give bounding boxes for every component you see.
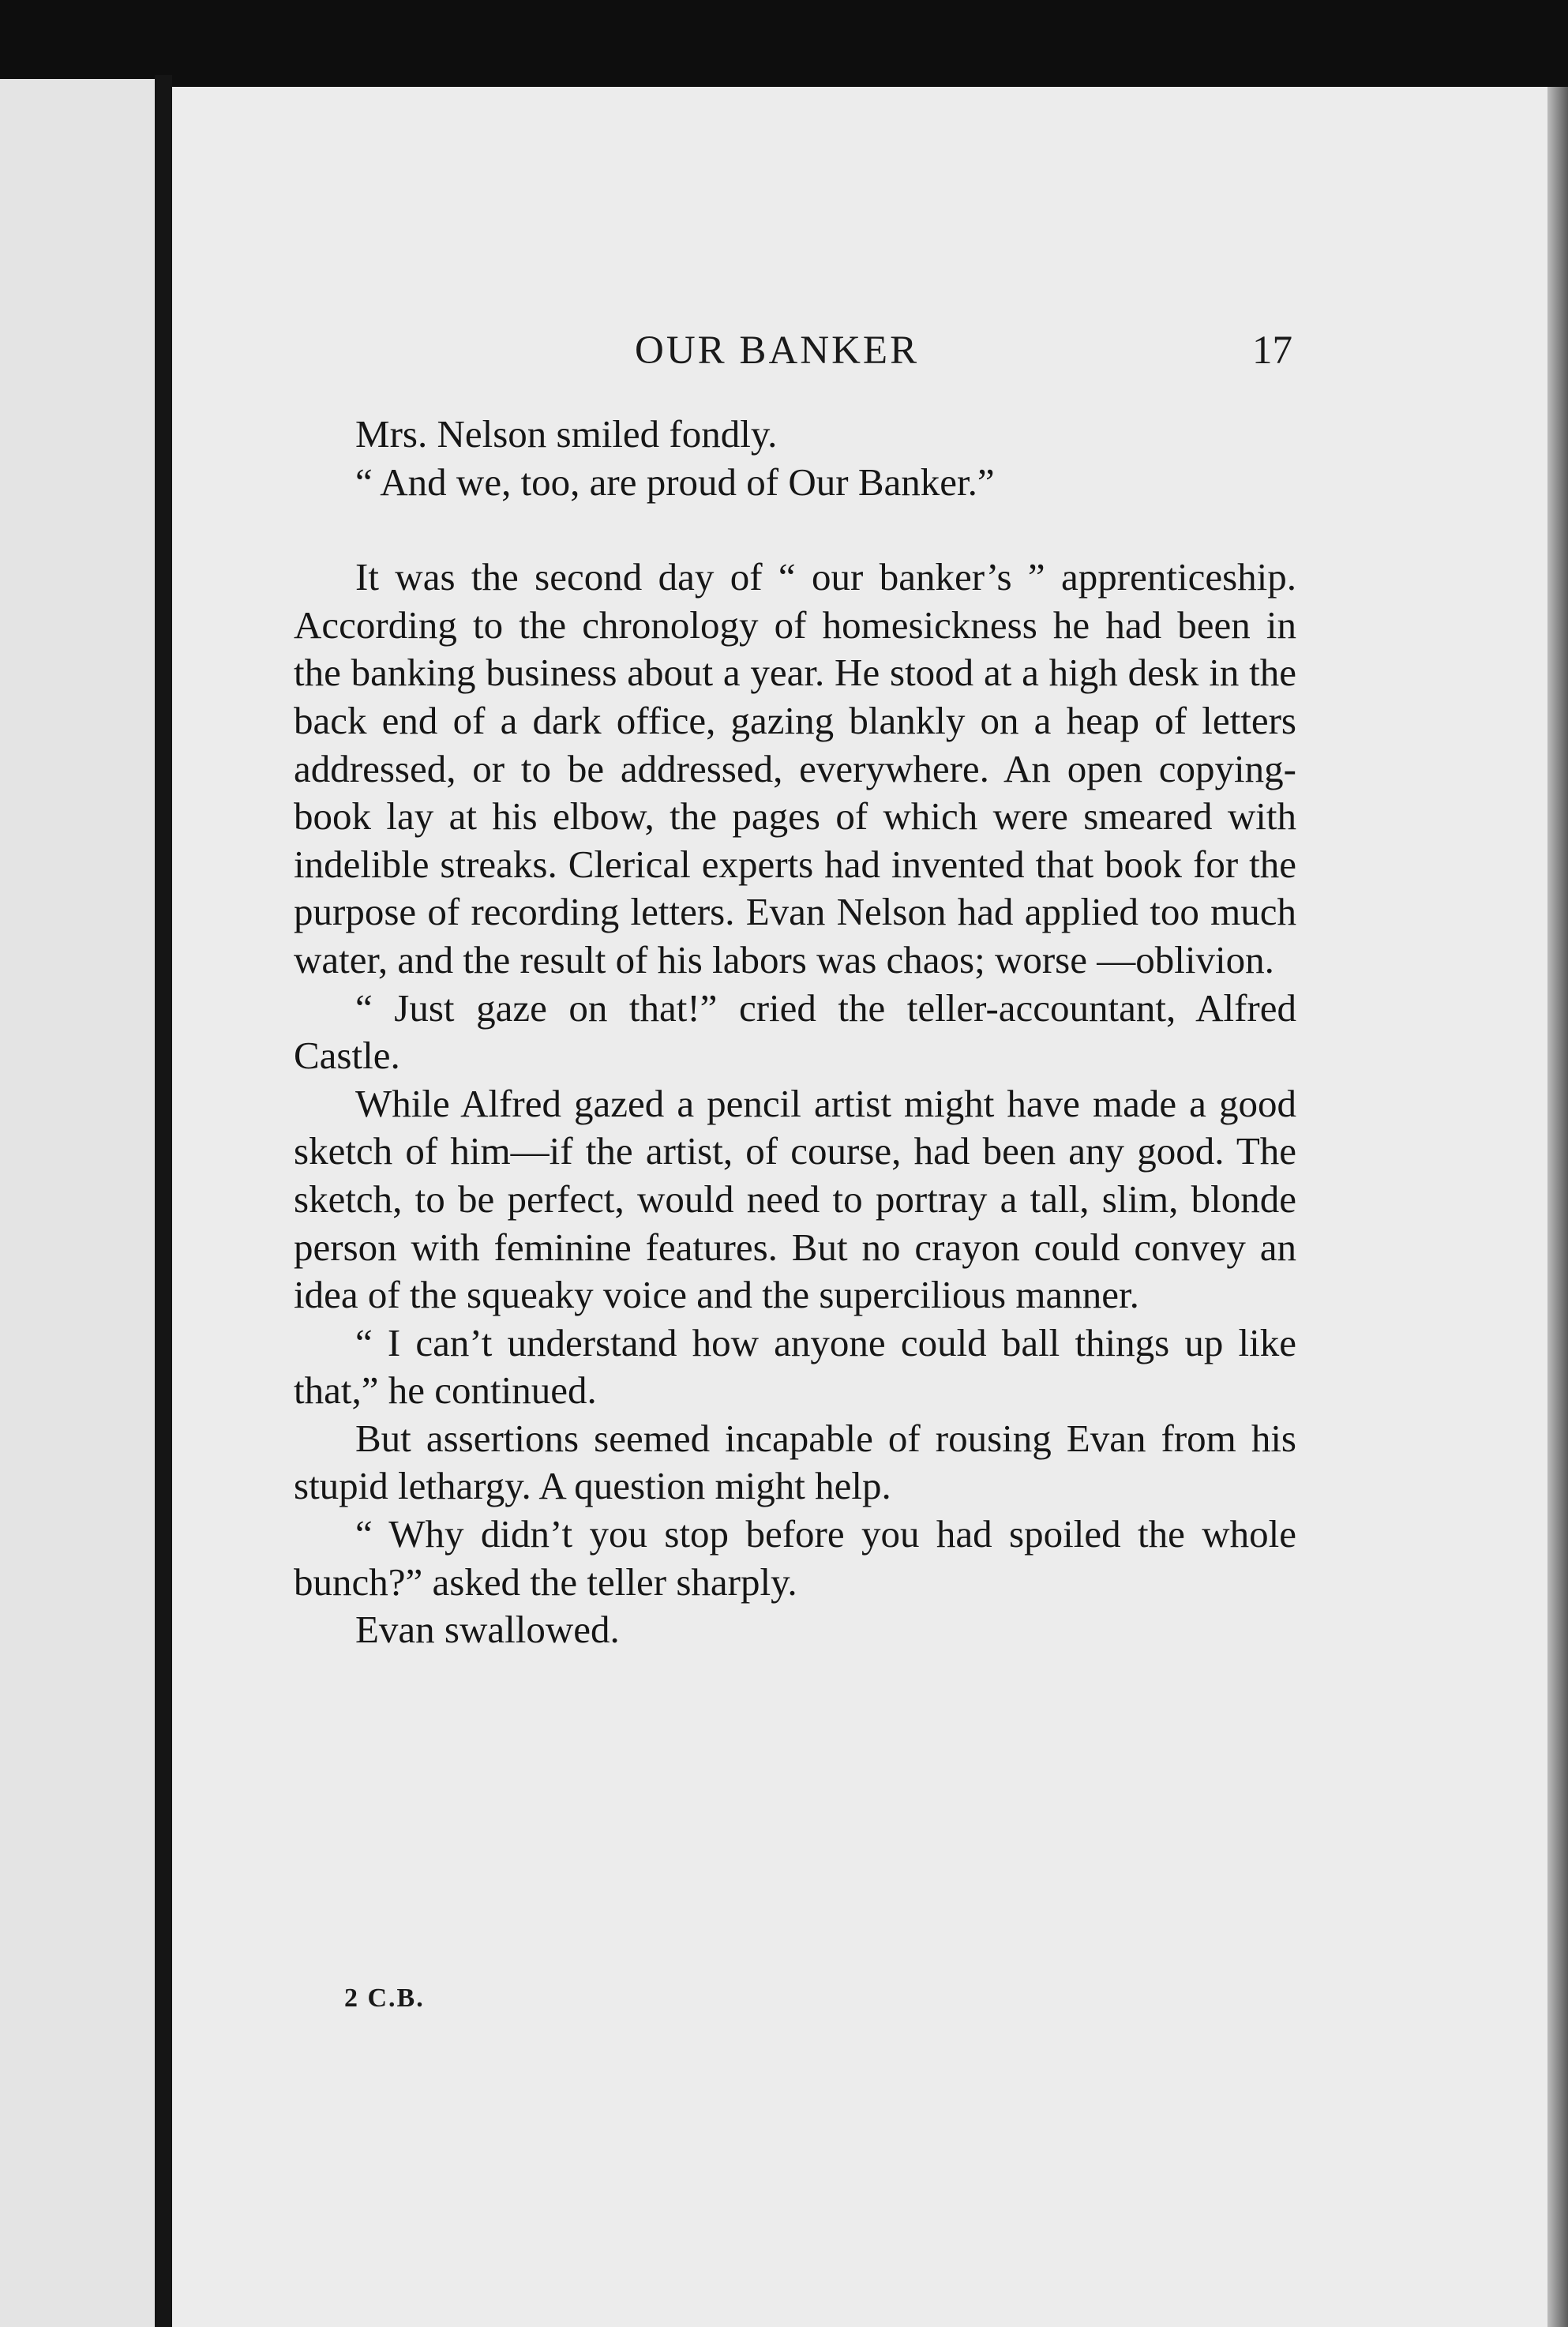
paragraph: Evan swallowed.: [355, 1608, 620, 1652]
paragraph: “ Just gaze on that!” cried the teller-accountant, Alfred Castle.: [294, 985, 1296, 1078]
signature-mark: 2 C.B.: [344, 1984, 425, 2013]
paragraph: “ Why didn’t you stop before you had spoiled the whole bunch?” asked the teller sharply.: [294, 1512, 1296, 1604]
paragraph: But assertions seemed incapable of rousing Evan from his stupid lethargy. A question might help.: [294, 1416, 1296, 1508]
paragraph: “ I can’t understand how anyone could ball things up like that,” he continued.: [294, 1320, 1296, 1413]
paragraph: “ And we, too, are proud of Our Banker.”: [355, 460, 995, 504]
body-text: [294, 411, 1296, 1654]
facing-page-edge: [0, 79, 155, 2327]
running-head: OUR BANKER: [635, 328, 920, 373]
page-number: 17: [1252, 328, 1292, 373]
paragraph: While Alfred gazed a pencil artist might have made a good sketch of him—if the artist, of course, had been any good. The sketch, to be perfect, would need to portray a tall, slim, blonde person with feminine features. But no crayon could convey an idea of the squeaky voice and the supercilious manner.: [294, 1081, 1296, 1317]
paragraph: Mrs. Nelson smiled fondly.: [355, 412, 778, 456]
page-edge-shadow: [1547, 87, 1568, 2327]
paragraph: It was the second day of “ our banker’s ” apprenticeship. According to the chronology of homesickness he had been in the banking business about a year. He stood at a high desk in the back end of a dark office, gazing blankly on a heap of letters addressed, or to be addressed, everywhere. An open copying-book lay at his elbow, the pages of which were smeared with indelible streaks. Clerical experts had invented that book for the purpose of recording letters. Evan Nelson had applied too much water, and the result of his labors was chaos; worse —oblivion.: [294, 555, 1296, 981]
book-gutter: [155, 75, 172, 2327]
